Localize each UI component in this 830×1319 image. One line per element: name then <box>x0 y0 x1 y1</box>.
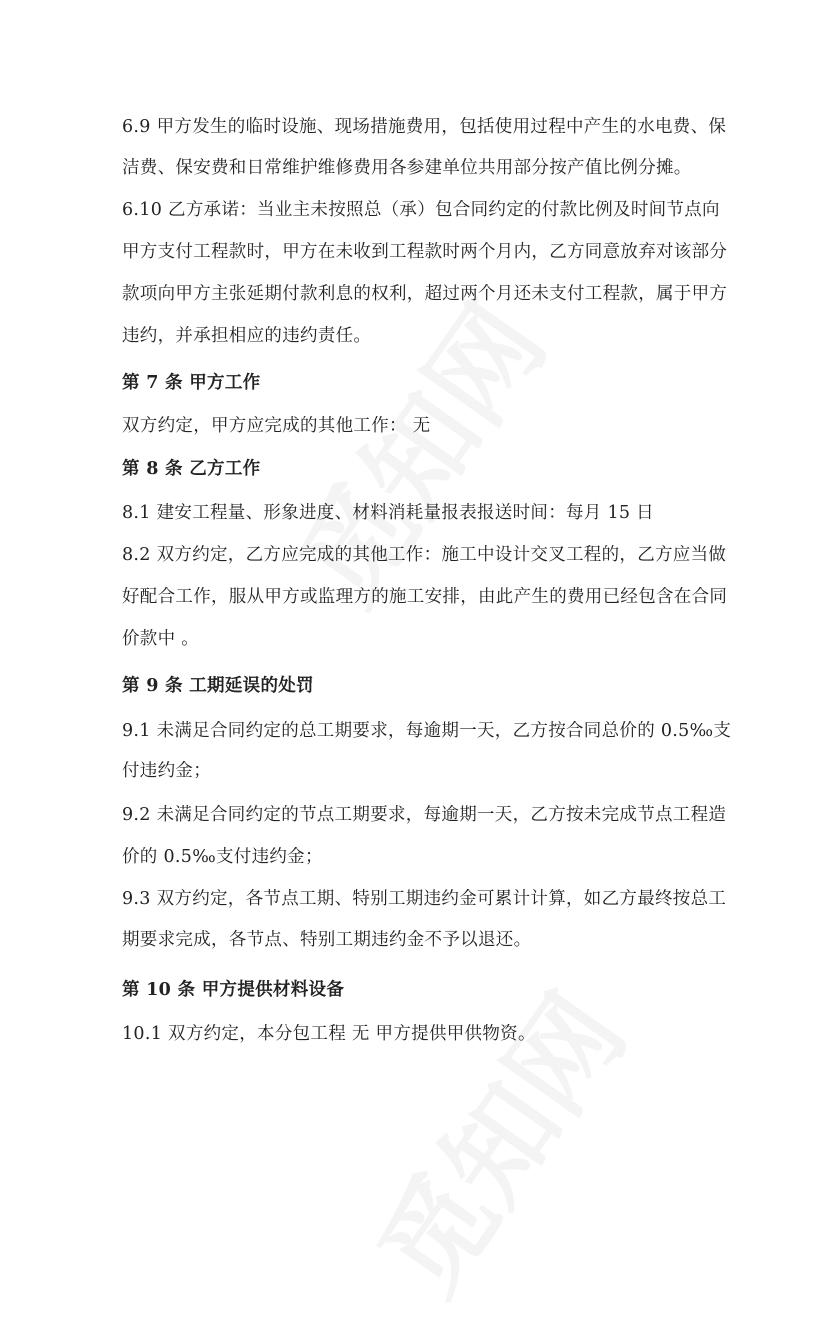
paragraph-line: 违约，并承担相应的违约责任。 <box>122 326 372 346</box>
paragraph-line: 9.3 双方约定，各节点工期、特别工期违约金可累计计算，如乙方最终按总工 <box>122 889 727 909</box>
paragraph-line: 付违约金； <box>122 761 211 781</box>
section-heading: 第 8 条 乙方工作 <box>122 459 261 479</box>
paragraph-line: 洁费、保安费和日常维护维修费用各参建单位共用部分按产值比例分摊。 <box>122 158 692 178</box>
paragraph-line: 价款中 。 <box>122 629 200 649</box>
paragraph-line: 期要求完成，各节点、特别工期违约金不予以退还。 <box>122 930 532 950</box>
section-heading: 第 7 条 甲方工作 <box>122 373 261 393</box>
paragraph-line: 10.1 双方约定，本分包工程 无 甲方提供甲供物资。 <box>122 1024 536 1044</box>
paragraph-line: 双方约定，甲方应完成的其他工作： 无 <box>122 416 431 436</box>
paragraph-line: 8.2 双方约定，乙方应完成的其他工作：施工中设计交叉工程的，乙方应当做 <box>122 545 727 565</box>
paragraph-line: 甲方支付工程款时，甲方在未收到工程款时两个月内，乙方同意放弃对该部分 <box>122 242 728 262</box>
paragraph-line: 9.2 未满足合同约定的节点工期要求，每逾期一天，乙方按未完成节点工程造 <box>122 805 727 825</box>
watermark <box>256 269 575 630</box>
paragraph-line: 9.1 未满足合同约定的总工期要求，每逾期一天，乙方按合同总价的 0.5‰支 <box>122 721 732 741</box>
paragraph-line: 8.1 建安工程量、形象进度、材料消耗量报表报送时间：每月 15 日 <box>122 503 654 523</box>
section-heading: 第 10 条 甲方提供材料设备 <box>122 980 345 1000</box>
paragraph-line: 6.9 甲方发生的临时设施、现场措施费用，包括使用过程中产生的水电费、保 <box>122 117 727 137</box>
watermark <box>336 959 655 1319</box>
paragraph-line: 款项向甲方主张延期付款利息的权利，超过两个月还未支付工程款，属于甲方 <box>122 284 728 304</box>
section-heading: 第 9 条 工期延误的处罚 <box>122 676 314 696</box>
paragraph-line: 好配合工作，服从甲方或监理方的施工安排，由此产生的费用已经包含在合同 <box>122 587 728 607</box>
paragraph-line: 价的 0.5‰支付违约金； <box>122 847 323 867</box>
paragraph-line: 6.10 乙方承诺：当业主未按照总（承）包合同约定的付款比例及时间节点向 <box>122 200 720 220</box>
